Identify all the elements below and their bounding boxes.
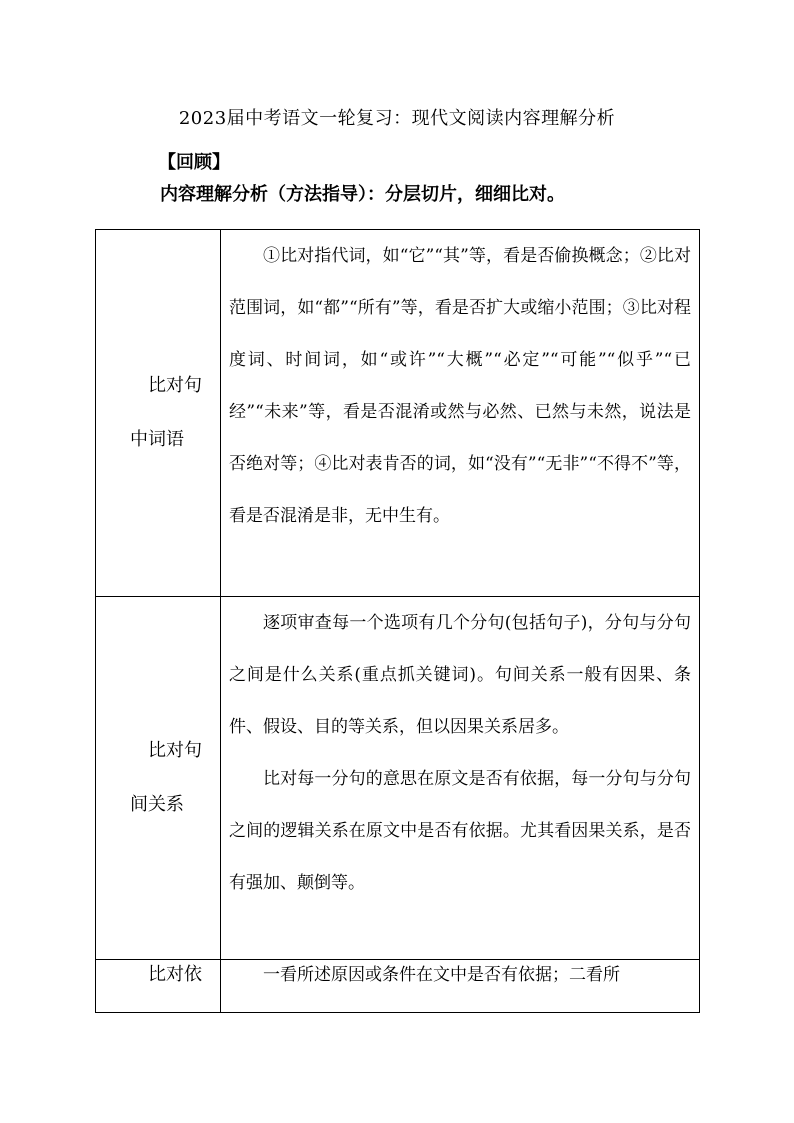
row-paragraph: 一看所述原因或条件在文中是否有依据；二看所 [263, 965, 620, 985]
row-paragraph: 逐项审查每一个选项有几个分句(包括句子)，分句与分句之间是什么关系(重点抓关键词)。句间关系一般有因果、条件、假设、目的等关系，但以因果关系居多。 [229, 613, 691, 737]
table-row [96, 597, 700, 960]
row-label [96, 230, 221, 597]
section-heading: 【回顾】 [158, 152, 230, 173]
row-label-line1: 比对依 [148, 964, 202, 985]
row-label-line2: 间关系 [130, 794, 184, 815]
row-content [221, 230, 700, 597]
table-row [96, 230, 700, 597]
row-content [221, 597, 700, 960]
row-label-line1: 比对句 [148, 375, 202, 396]
row-paragraph: 比对每一分句的意思在原文是否有依据，每一分句与分句之间的逻辑关系在原文中是否有依据。尤其看因果关系，是否有强加、颠倒等。 [229, 769, 691, 893]
page-title: 2023届中考语文一轮复习：现代文阅读内容理解分析 [178, 108, 616, 129]
subtitle: 内容理解分析（方法指导）：分层切片，细细比对。 [160, 184, 565, 205]
row-label [96, 597, 221, 960]
table-row [96, 960, 700, 1013]
method-table [95, 229, 700, 1013]
row-paragraph: ①比对指代词，如“它”“其”等，看是否偷换概念；②比对范围词，如“都”“所有”等，看是否扩大或缩小范围；③比对程度词、时间词，如“或许”“大概”“必定”“可能”“似乎”“已经”“未来”等，看是否混淆或然与必然、已然与未然，说法是否绝对等；④比对表肯否的词，如“没有”“无非”“不得不”等，看是否混淆是非，无中生有。 [229, 246, 691, 526]
row-content [221, 960, 700, 1013]
row-label-line2: 中词语 [130, 429, 184, 450]
row-label [96, 960, 221, 1013]
row-label-line1: 比对句 [148, 740, 202, 761]
